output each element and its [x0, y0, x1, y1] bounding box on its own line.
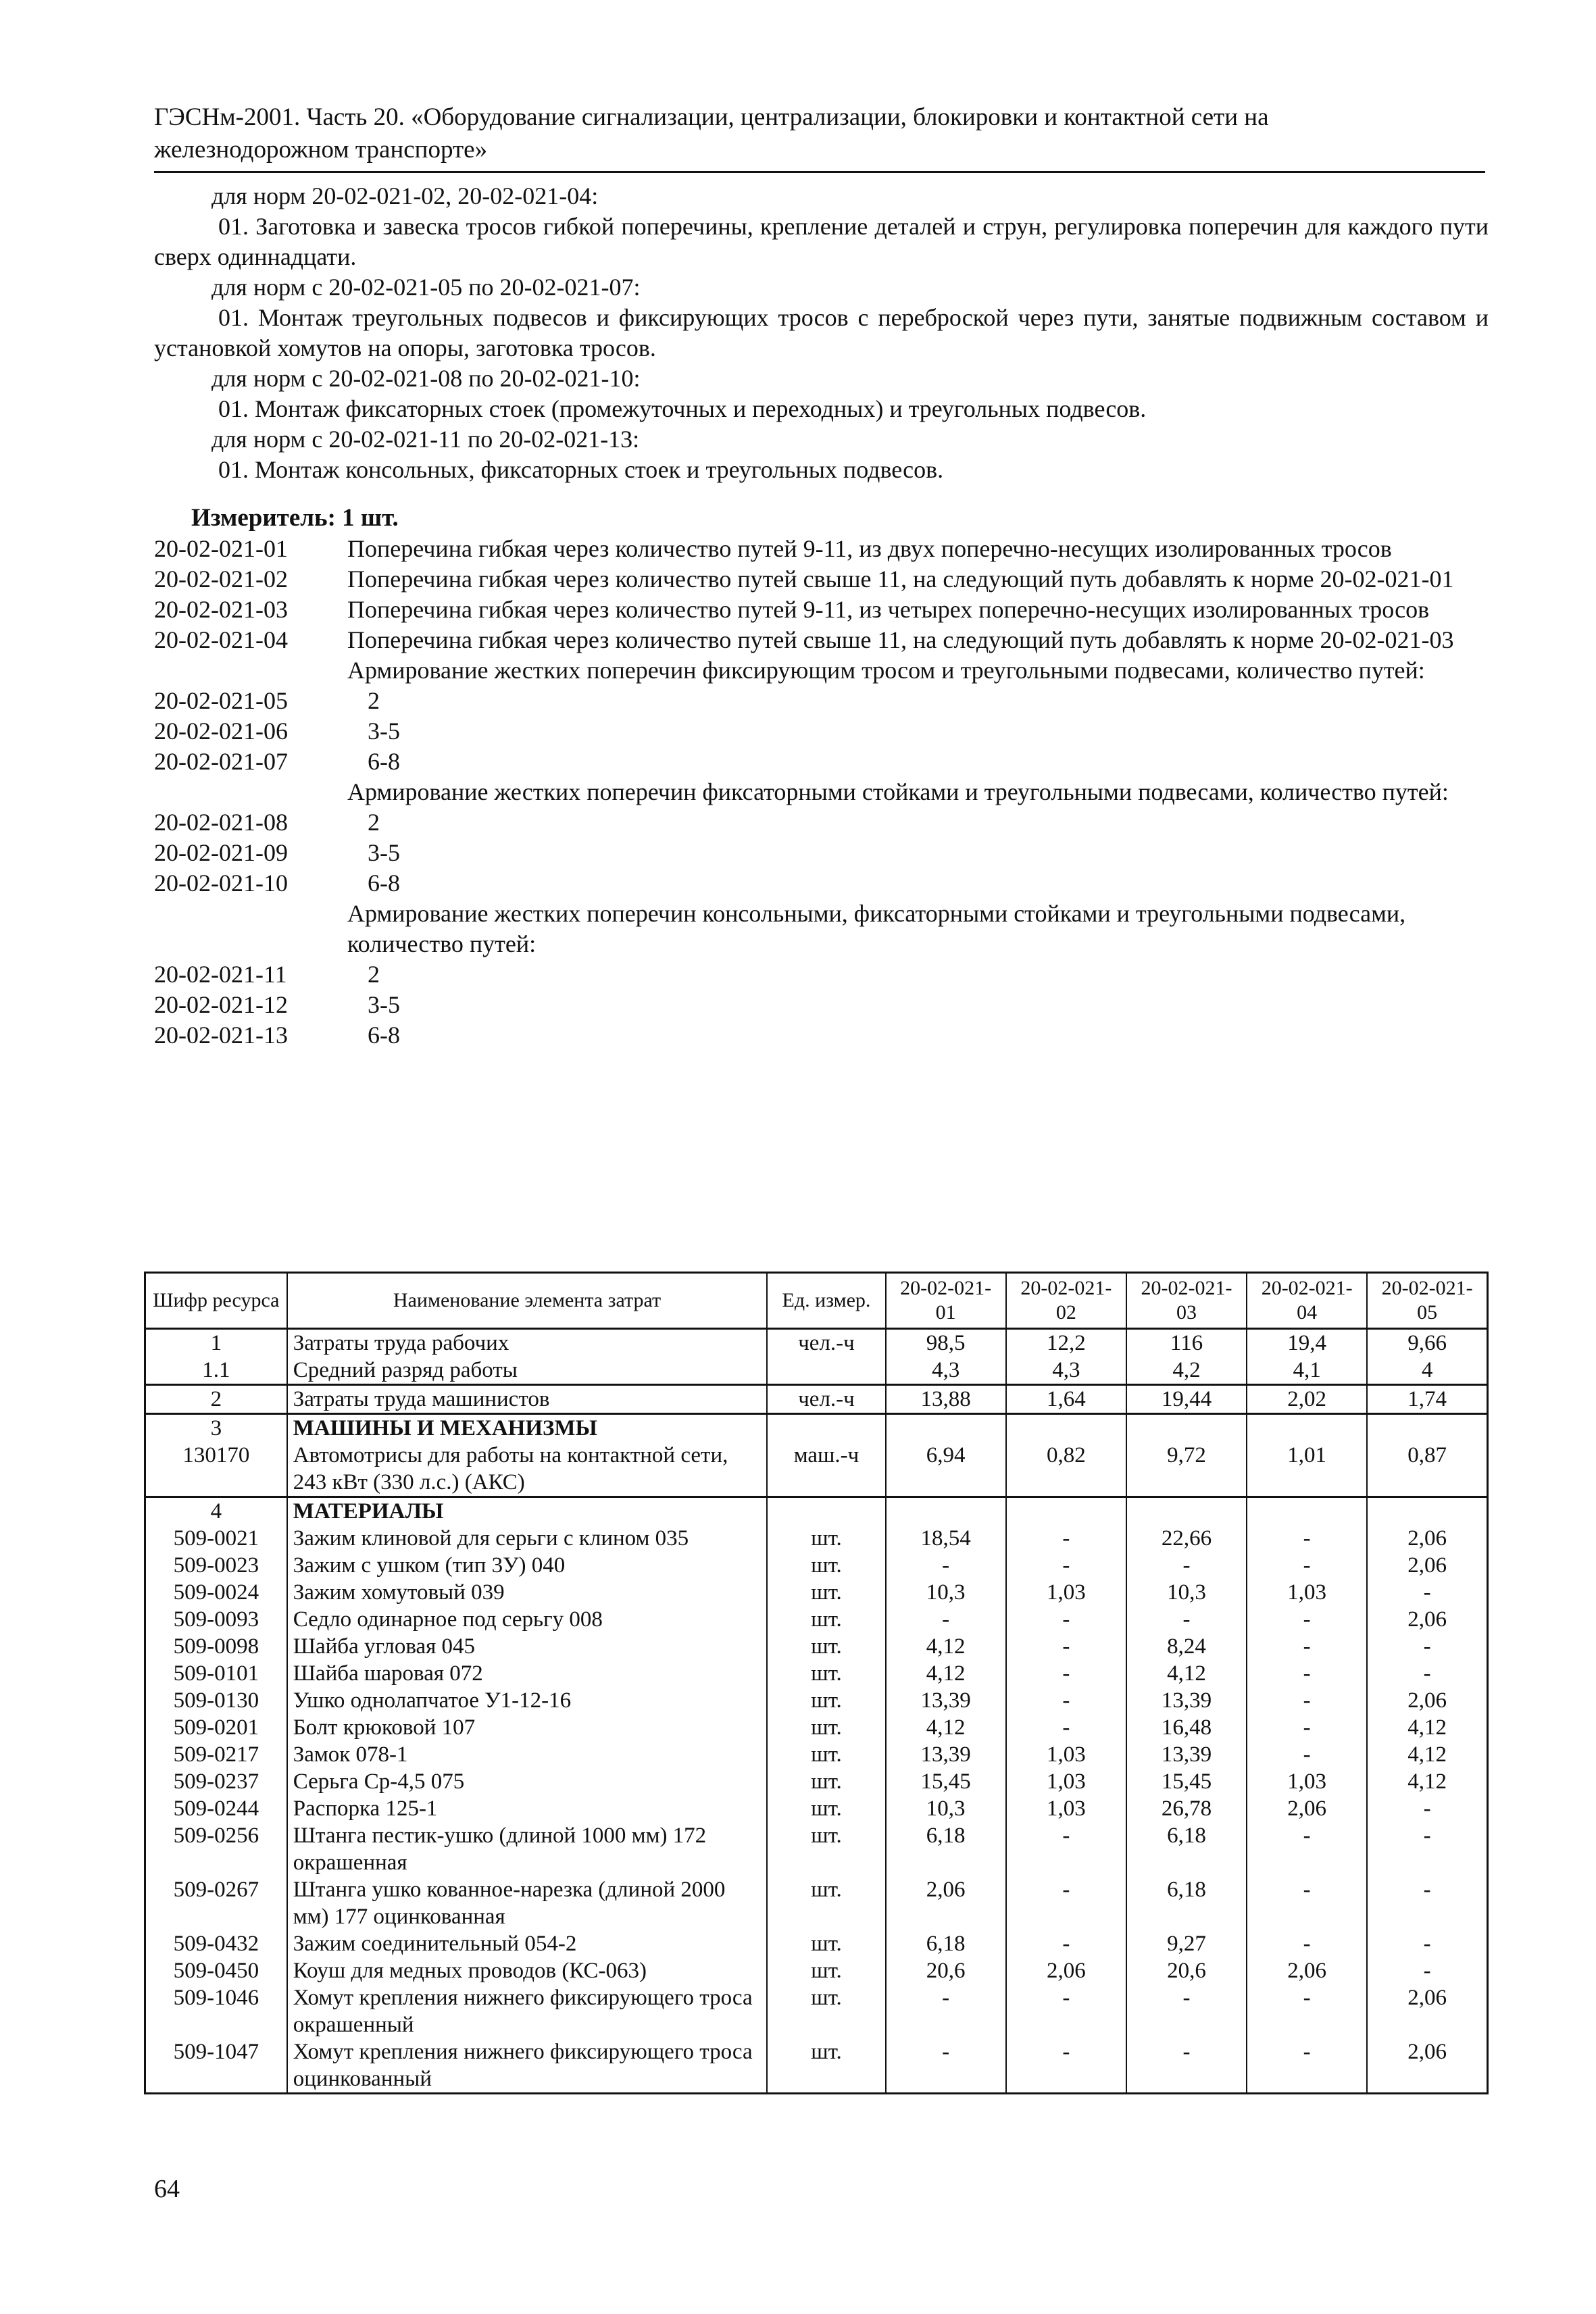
norm-item	[154, 564, 1492, 595]
value-cell: 4,12	[1367, 1768, 1487, 1795]
element-name-cell: Седло одинарное под серьгу 008	[287, 1606, 768, 1633]
value-cell: 1,64	[1006, 1385, 1126, 1414]
norm-description: 2	[368, 687, 380, 714]
value-cell: 4,12	[1367, 1714, 1487, 1741]
unit-cell	[767, 1497, 885, 1526]
element-name-cell: Зажим соединительный 054-2	[287, 1930, 768, 1957]
table-body	[145, 1329, 1488, 2094]
value-cell: -	[1367, 1579, 1487, 1606]
unit-cell: шт.	[767, 1876, 885, 1930]
value-cell: -	[1006, 1525, 1126, 1552]
value-cell	[1006, 1414, 1126, 1442]
norm-description: Армирование жестких поперечин фиксаторными стойками и треугольными подвесами, количество путей:	[347, 778, 1449, 805]
table-row	[145, 1984, 1488, 2038]
value-cell: -	[1247, 1660, 1367, 1687]
element-name-cell: Болт крюковой 107	[287, 1714, 768, 1741]
operation-text: 01. Монтаж треугольных подвесов и фиксирующих тросов с переброской через пути, занятые подвижным составом и установкой хомутов на опоры, заготовка тросов.	[154, 304, 1489, 361]
norm-range-label: для норм 20-02-021-02, 20-02-021-04:	[211, 182, 599, 209]
value-cell: 26,78	[1126, 1795, 1247, 1822]
value-cell: -	[1006, 1876, 1126, 1930]
norm-description: Армирование жестких поперечин консольными, фиксаторными стойками и треугольными подвесами, количество путей:	[347, 900, 1406, 957]
value-cell: 2,06	[1006, 1957, 1126, 1984]
unit-cell: маш.-ч	[767, 1442, 885, 1497]
table-row	[145, 1930, 1488, 1957]
norm-description: Поперечина гибкая через количество путей 9-11, из двух поперечно-несущих изолированных тросов	[347, 535, 1392, 562]
value-cell: 2,06	[1247, 1795, 1367, 1822]
norm-item	[154, 686, 1492, 716]
table-row	[145, 1552, 1488, 1579]
value-cell: 4,12	[886, 1660, 1006, 1687]
operation-text: 01. Монтаж фиксаторных стоек (промежуточных и переходных) и треугольных подвесов.	[218, 395, 1147, 422]
value-cell: 2,06	[1367, 1984, 1487, 2038]
header-line-2: железнодорожном транспорте»	[154, 136, 488, 164]
norm-code	[154, 899, 347, 959]
table-row	[145, 1329, 1488, 1357]
norm-code: 20-02-021-02	[154, 565, 288, 593]
value-cell: -	[1247, 1876, 1367, 1930]
value-cell: 6,18	[1126, 1822, 1247, 1876]
value-cell: -	[1247, 1930, 1367, 1957]
norm-description: 2	[368, 809, 380, 836]
resource-code-cell: 130170	[145, 1442, 287, 1497]
value-cell: 13,39	[886, 1687, 1006, 1714]
norm-item	[154, 959, 1492, 990]
value-cell: 4,3	[886, 1357, 1006, 1385]
norm-description: 3-5	[368, 718, 400, 745]
value-cell: -	[886, 2038, 1006, 2094]
table-row	[145, 1957, 1488, 1984]
norm-code: 20-02-021-05	[154, 687, 288, 714]
operation-text: 01. Монтаж консольных, фиксаторных стоек и треугольных подвесов.	[218, 456, 944, 483]
value-cell: 1,03	[1006, 1579, 1126, 1606]
element-name-cell: МАТЕРИАЛЫ	[287, 1497, 768, 1526]
value-cell: 0,87	[1367, 1442, 1487, 1497]
norm-item	[154, 838, 1492, 868]
value-cell: 18,54	[886, 1525, 1006, 1552]
value-cell: 0,82	[1006, 1442, 1126, 1497]
value-cell: 2,06	[886, 1876, 1006, 1930]
element-name-cell: Хомут крепления нижнего фиксирующего троса окрашенный	[287, 1984, 768, 2038]
value-cell: -	[1367, 1660, 1487, 1687]
value-cell	[1247, 1497, 1367, 1526]
norm-code: 20-02-021-12	[154, 991, 288, 1018]
element-name-cell: Зажим клиновой для серьги с клином 035	[287, 1525, 768, 1552]
norm-item	[154, 899, 1492, 959]
norm-code: 20-02-021-11	[154, 961, 287, 988]
value-cell: -	[1006, 1984, 1126, 2038]
header-norm-02: 20-02-021-02	[1006, 1273, 1126, 1329]
resource-code-cell: 509-0256	[145, 1822, 287, 1876]
table-row	[145, 1633, 1488, 1660]
value-cell: 2,06	[1367, 1552, 1487, 1579]
value-cell: 6,18	[886, 1930, 1006, 1957]
table-row	[145, 1442, 1488, 1497]
resource-code-cell: 509-0201	[145, 1714, 287, 1741]
norm-code: 20-02-021-10	[154, 870, 288, 897]
value-cell: 6,94	[886, 1442, 1006, 1497]
value-cell: -	[1247, 1741, 1367, 1768]
unit-cell: шт.	[767, 1579, 885, 1606]
table-row	[145, 1606, 1488, 1633]
unit-cell: шт.	[767, 1930, 885, 1957]
unit-cell: шт.	[767, 1552, 885, 1579]
value-cell: 2,06	[1367, 1525, 1487, 1552]
value-cell: -	[1006, 1606, 1126, 1633]
unit-cell: шт.	[767, 1660, 885, 1687]
table-row	[145, 2038, 1488, 2094]
value-cell: 9,27	[1126, 1930, 1247, 1957]
value-cell: -	[1367, 1822, 1487, 1876]
value-cell: 4,1	[1247, 1357, 1367, 1385]
header-norm-04: 20-02-021-04	[1247, 1273, 1367, 1329]
element-name-cell: Распорка 125-1	[287, 1795, 768, 1822]
table-header-row	[145, 1273, 1488, 1329]
value-cell: 4,3	[1006, 1357, 1126, 1385]
norm-code: 20-02-021-06	[154, 718, 288, 745]
unit-cell: шт.	[767, 1957, 885, 1984]
value-cell: -	[1247, 1984, 1367, 2038]
unit-cell: шт.	[767, 1714, 885, 1741]
element-name-cell: Штанга пестик-ушко (длиной 1000 мм) 172 окрашенная	[287, 1822, 768, 1876]
norm-code	[154, 655, 347, 686]
value-cell: 19,4	[1247, 1329, 1367, 1357]
norm-list	[154, 534, 1492, 1051]
header-resource-code: Шифр ресурса	[145, 1273, 287, 1329]
value-cell: 4,12	[886, 1714, 1006, 1741]
norm-item	[154, 747, 1492, 777]
value-cell: -	[1247, 1714, 1367, 1741]
value-cell: -	[1367, 1876, 1487, 1930]
value-cell: -	[886, 1552, 1006, 1579]
value-cell: -	[1367, 1633, 1487, 1660]
element-name-cell: Автомотрисы для работы на контактной сети, 243 кВт (330 л.с.) (АКС)	[287, 1442, 768, 1497]
resource-code-cell: 509-0023	[145, 1552, 287, 1579]
header-rule	[154, 171, 1485, 173]
value-cell: 4,2	[1126, 1357, 1247, 1385]
resource-code-cell: 2	[145, 1385, 287, 1414]
value-cell: 20,6	[886, 1957, 1006, 1984]
value-cell: -	[1006, 1633, 1126, 1660]
value-cell	[1126, 1497, 1247, 1526]
value-cell: 2,02	[1247, 1385, 1367, 1414]
unit-cell: шт.	[767, 1525, 885, 1552]
value-cell: -	[1126, 2038, 1247, 2094]
table-row	[145, 1385, 1488, 1414]
norm-item	[154, 655, 1492, 686]
value-cell: 15,45	[886, 1768, 1006, 1795]
element-name-cell: Серьга Ср-4,5 075	[287, 1768, 768, 1795]
norm-range-label: для норм с 20-02-021-11 по 20-02-021-13:	[211, 426, 640, 453]
value-cell: 6,18	[886, 1822, 1006, 1876]
value-cell: 1,03	[1247, 1579, 1367, 1606]
resource-code-cell: 509-0237	[145, 1768, 287, 1795]
value-cell: 9,72	[1126, 1442, 1247, 1497]
resource-code-cell: 509-0432	[145, 1930, 287, 1957]
value-cell: -	[1006, 1930, 1126, 1957]
norm-range-label: для норм с 20-02-021-08 по 20-02-021-10:	[211, 365, 641, 392]
value-cell: 10,3	[1126, 1579, 1247, 1606]
value-cell	[886, 1414, 1006, 1442]
value-cell: -	[1006, 1822, 1126, 1876]
table-row	[145, 1687, 1488, 1714]
value-cell: 22,66	[1126, 1525, 1247, 1552]
norm-description: 6-8	[368, 870, 400, 897]
norm-item	[154, 1020, 1492, 1051]
value-cell: -	[1006, 1687, 1126, 1714]
resource-code-cell: 509-0101	[145, 1660, 287, 1687]
value-cell: 13,39	[886, 1741, 1006, 1768]
value-cell: -	[1247, 1525, 1367, 1552]
value-cell: -	[1247, 1606, 1367, 1633]
value-cell: 12,2	[1006, 1329, 1126, 1357]
resource-code-cell: 509-0021	[145, 1525, 287, 1552]
norm-code: 20-02-021-01	[154, 535, 288, 562]
element-name-cell: Штанга ушко кованное-нарезка (длиной 2000 мм) 177 оцинкованная	[287, 1876, 768, 1930]
element-name-cell: Затраты труда машинистов	[287, 1385, 768, 1414]
value-cell: -	[1126, 1984, 1247, 2038]
unit-cell	[767, 1414, 885, 1442]
value-cell: -	[1247, 2038, 1367, 2094]
value-cell: 2,06	[1247, 1957, 1367, 1984]
unit-cell: шт.	[767, 1822, 885, 1876]
unit-cell: шт.	[767, 1633, 885, 1660]
element-name-cell: Шайба шаровая 072	[287, 1660, 768, 1687]
resource-code-cell: 1	[145, 1329, 287, 1357]
norm-code	[154, 777, 347, 807]
table-row	[145, 1579, 1488, 1606]
element-name-cell: Шайба угловая 045	[287, 1633, 768, 1660]
value-cell	[1367, 1414, 1487, 1442]
norm-item	[154, 807, 1492, 838]
norm-item	[154, 716, 1492, 747]
value-cell	[1367, 1497, 1487, 1526]
norm-item	[154, 777, 1492, 807]
resource-code-cell: 4	[145, 1497, 287, 1526]
norm-item	[154, 595, 1492, 625]
norm-description: Поперечина гибкая через количество путей свыше 11, на следующий путь добавлять к норме 20-02-021-01	[347, 565, 1454, 593]
value-cell: 13,88	[886, 1385, 1006, 1414]
value-cell: -	[1006, 2038, 1126, 2094]
header-norm-03: 20-02-021-03	[1126, 1273, 1247, 1329]
resource-code-cell: 509-0217	[145, 1741, 287, 1768]
table-row	[145, 1768, 1488, 1795]
value-cell: 10,3	[886, 1579, 1006, 1606]
norm-code: 20-02-021-13	[154, 1022, 288, 1049]
value-cell: -	[1247, 1633, 1367, 1660]
value-cell: -	[1006, 1552, 1126, 1579]
norm-item	[154, 868, 1492, 899]
value-cell: -	[1006, 1714, 1126, 1741]
value-cell: 10,3	[886, 1795, 1006, 1822]
value-cell: 1,03	[1247, 1768, 1367, 1795]
norm-item	[154, 990, 1492, 1020]
element-name-cell: Средний разряд работы	[287, 1357, 768, 1385]
value-cell: 13,39	[1126, 1687, 1247, 1714]
header-unit: Ед. измер.	[767, 1273, 885, 1329]
work-composition	[154, 181, 1489, 485]
value-cell: -	[1367, 1795, 1487, 1822]
value-cell: 1,74	[1367, 1385, 1487, 1414]
resource-code-cell: 509-1046	[145, 1984, 287, 2038]
value-cell: 1,03	[1006, 1768, 1126, 1795]
value-cell: 4,12	[1126, 1660, 1247, 1687]
resource-table	[144, 1272, 1489, 2094]
table-row	[145, 1822, 1488, 1876]
value-cell: -	[1367, 1957, 1487, 1984]
norm-code: 20-02-021-04	[154, 626, 288, 653]
resource-code-cell: 509-0130	[145, 1687, 287, 1714]
norm-description: Поперечина гибкая через количество путей 9-11, из четырех поперечно-несущих изолированных тросов	[347, 596, 1430, 623]
value-cell: 4,12	[1367, 1741, 1487, 1768]
value-cell: 16,48	[1126, 1714, 1247, 1741]
norm-description: 3-5	[368, 839, 400, 866]
element-name-cell: Зажим хомутовый 039	[287, 1579, 768, 1606]
header-norm-01: 20-02-021-01	[886, 1273, 1006, 1329]
resource-code-cell: 509-0267	[145, 1876, 287, 1930]
value-cell: -	[1247, 1822, 1367, 1876]
unit-cell: шт.	[767, 1606, 885, 1633]
value-cell: 8,24	[1126, 1633, 1247, 1660]
value-cell: 2,06	[1367, 2038, 1487, 2094]
norm-item	[154, 625, 1492, 655]
unit-cell: шт.	[767, 1687, 885, 1714]
value-cell: 4,12	[886, 1633, 1006, 1660]
norm-description: Поперечина гибкая через количество путей свыше 11, на следующий путь добавлять к норме 20-02-021-03	[347, 626, 1454, 653]
value-cell: 1,03	[1006, 1795, 1126, 1822]
value-cell: 6,18	[1126, 1876, 1247, 1930]
unit-cell: шт.	[767, 1768, 885, 1795]
unit-cell: чел.-ч	[767, 1329, 885, 1357]
unit-cell	[767, 1357, 885, 1385]
unit-cell: чел.-ч	[767, 1385, 885, 1414]
norm-description: 6-8	[368, 748, 400, 775]
value-cell: 20,6	[1126, 1957, 1247, 1984]
value-cell	[1126, 1414, 1247, 1442]
norm-description: 2	[368, 961, 380, 988]
element-name-cell: Хомут крепления нижнего фиксирующего троса оцинкованный	[287, 2038, 768, 2094]
norm-description: Армирование жестких поперечин фиксирующим тросом и треугольными подвесами, количество путей:	[347, 657, 1425, 684]
table-row	[145, 1876, 1488, 1930]
norm-range-label: для норм с 20-02-021-05 по 20-02-021-07:	[211, 274, 641, 301]
value-cell: -	[1126, 1606, 1247, 1633]
unit-cell: шт.	[767, 1984, 885, 2038]
header-norm-05: 20-02-021-05	[1367, 1273, 1487, 1329]
value-cell: 4	[1367, 1357, 1487, 1385]
value-cell: -	[1006, 1660, 1126, 1687]
table-row	[145, 1795, 1488, 1822]
value-cell: 19,44	[1126, 1385, 1247, 1414]
element-name-cell: Коуш для медных проводов (КС-063)	[287, 1957, 768, 1984]
unit-cell: шт.	[767, 1795, 885, 1822]
norm-code: 20-02-021-07	[154, 748, 288, 775]
value-cell: 116	[1126, 1329, 1247, 1357]
value-cell: -	[1247, 1687, 1367, 1714]
value-cell: 15,45	[1126, 1768, 1247, 1795]
resource-code-cell: 509-1047	[145, 2038, 287, 2094]
norm-description: 3-5	[368, 991, 400, 1018]
resource-code-cell: 509-0093	[145, 1606, 287, 1633]
norm-code: 20-02-021-03	[154, 596, 288, 623]
resource-code-cell: 509-0098	[145, 1633, 287, 1660]
table-row	[145, 1660, 1488, 1687]
value-cell	[1006, 1497, 1126, 1526]
value-cell: 13,39	[1126, 1741, 1247, 1768]
value-cell: 1,01	[1247, 1442, 1367, 1497]
resource-code-cell: 509-0024	[145, 1579, 287, 1606]
value-cell: 2,06	[1367, 1687, 1487, 1714]
value-cell: -	[1247, 1552, 1367, 1579]
resource-code-cell: 509-0450	[145, 1957, 287, 1984]
header-element-name: Наименование элемента затрат	[287, 1273, 768, 1329]
norm-item	[154, 534, 1492, 564]
value-cell: -	[1367, 1930, 1487, 1957]
page-number: 64	[154, 2175, 180, 2203]
value-cell: -	[886, 1606, 1006, 1633]
resource-code-cell: 1.1	[145, 1357, 287, 1385]
table-row	[145, 1414, 1488, 1442]
table-row	[145, 1525, 1488, 1552]
norm-code: 20-02-021-08	[154, 809, 288, 836]
element-name-cell: МАШИНЫ И МЕХАНИЗМЫ	[287, 1414, 768, 1442]
value-cell	[886, 1497, 1006, 1526]
header-line-1: ГЭСНм-2001. Часть 20. «Оборудование сигнализации, централизации, блокировки и контактной сети на	[154, 103, 1269, 131]
value-cell: 9,66	[1367, 1329, 1487, 1357]
element-name-cell: Затраты труда рабочих	[287, 1329, 768, 1357]
value-cell: -	[1126, 1552, 1247, 1579]
operation-text: 01. Заготовка и завеска тросов гибкой поперечины, крепление деталей и струн, регулировка поперечин для каждого пути сверх одиннадцати.	[154, 213, 1489, 270]
table-row	[145, 1741, 1488, 1768]
value-cell	[1247, 1414, 1367, 1442]
resource-code-cell: 3	[145, 1414, 287, 1442]
unit-cell: шт.	[767, 1741, 885, 1768]
measure-unit: Измеритель: 1 шт.	[191, 504, 399, 532]
element-name-cell: Зажим с ушком (тип 3У) 040	[287, 1552, 768, 1579]
element-name-cell: Ушко однолапчатое У1-12-16	[287, 1687, 768, 1714]
norm-code: 20-02-021-09	[154, 839, 288, 866]
page-header	[154, 101, 1492, 166]
element-name-cell: Замок 078-1	[287, 1741, 768, 1768]
value-cell: 2,06	[1367, 1606, 1487, 1633]
table-row	[145, 1357, 1488, 1385]
table-row	[145, 1497, 1488, 1526]
value-cell: 98,5	[886, 1329, 1006, 1357]
value-cell: -	[886, 1984, 1006, 2038]
unit-cell: шт.	[767, 2038, 885, 2094]
value-cell: 1,03	[1006, 1741, 1126, 1768]
resource-code-cell: 509-0244	[145, 1795, 287, 1822]
norm-description: 6-8	[368, 1022, 400, 1049]
table-row	[145, 1714, 1488, 1741]
